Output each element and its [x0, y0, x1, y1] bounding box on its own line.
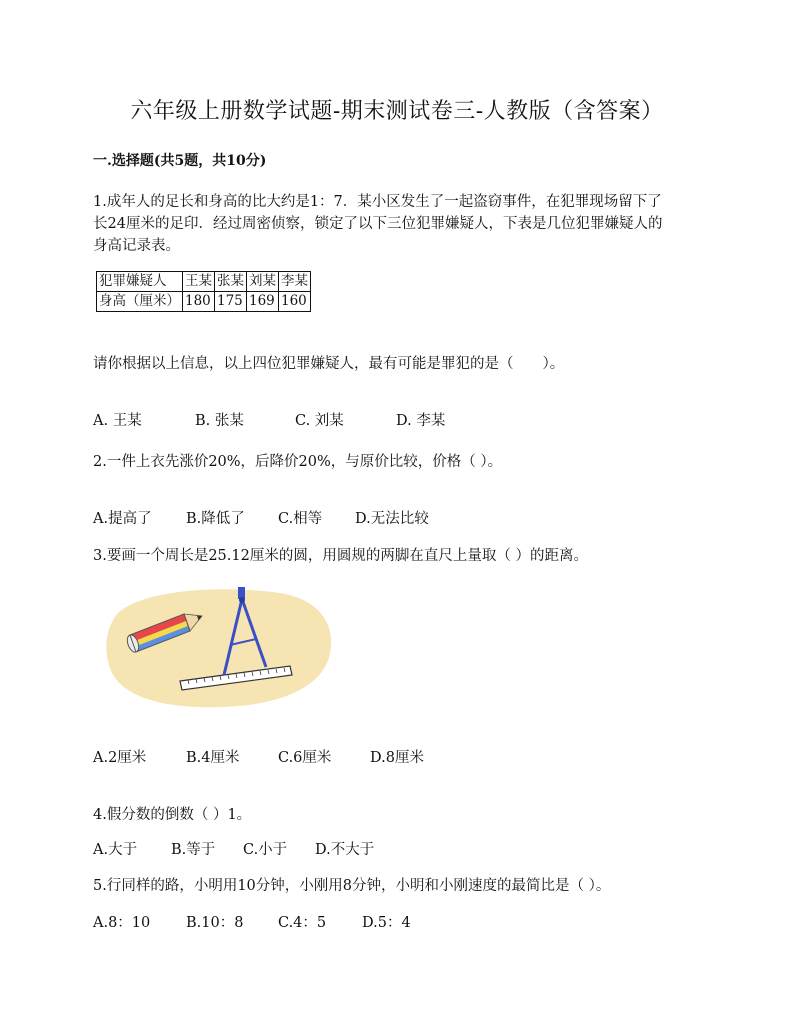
question-1-line-3: 身高记录表。: [93, 238, 180, 254]
question-2-text: 2.一件上衣先涨价20%，后降价20%，与原价比较，价格（ ）。: [93, 454, 503, 470]
table-cell: 169: [247, 292, 279, 312]
section-heading: 一.选择题(共5题，共10分): [93, 153, 267, 169]
option-a[interactable]: A. 王某: [93, 413, 142, 429]
question-3-text: 3.要画一个周长是25.12厘米的圆，用圆规的两脚在直尺上量取（ ）的距离。: [93, 548, 588, 564]
option-c[interactable]: C.小于: [243, 842, 288, 858]
table-row-label: 身高（厘米）: [97, 292, 183, 312]
table-header-cell: 犯罪嫌疑人: [97, 272, 183, 292]
table-header-cell: 李某: [279, 272, 311, 292]
option-c[interactable]: C.6厘米: [278, 750, 332, 766]
option-a[interactable]: A.提高了: [93, 511, 152, 527]
option-b[interactable]: B. 张某: [195, 413, 244, 429]
page-title: 六年级上册数学试题-期末测试卷三-人教版（含答案）: [130, 99, 664, 124]
table-row: [97, 292, 311, 312]
option-d[interactable]: D.无法比较: [355, 511, 429, 527]
question-5-text: 5.行同样的路，小明用10分钟，小刚用8分钟，小明和小刚速度的最简比是（ ）。: [93, 878, 611, 894]
question-1-prompt: 请你根据以上信息，以上四位犯罪嫌疑人，最有可能是罪犯的是（ ）。: [93, 356, 565, 372]
suspect-height-table: [96, 271, 311, 312]
compass-ruler-illustration: [104, 583, 336, 711]
table-cell: 160: [279, 292, 311, 312]
option-b[interactable]: B.降低了: [186, 511, 245, 527]
option-b[interactable]: B.10：8: [186, 915, 244, 931]
option-b[interactable]: B.等于: [171, 842, 216, 858]
table-header-row: [97, 272, 311, 292]
table-cell: 175: [215, 292, 247, 312]
option-a[interactable]: A.2厘米: [93, 750, 147, 766]
question-1-line-1: 1.成年人的足长和身高的比大约是1：7．某小区发生了一起盗窃事件，在犯罪现场留下了: [93, 194, 662, 210]
option-d[interactable]: D.5：4: [362, 915, 411, 931]
table-header-cell: 王某: [183, 272, 215, 292]
option-d[interactable]: D.不大于: [315, 842, 375, 858]
option-a[interactable]: A.8：10: [93, 915, 151, 931]
option-d[interactable]: D.8厘米: [370, 750, 424, 766]
table-header-cell: 刘某: [247, 272, 279, 292]
option-c[interactable]: C. 刘某: [295, 413, 344, 429]
option-a[interactable]: A.大于: [93, 842, 138, 858]
table-cell: 180: [183, 292, 215, 312]
option-b[interactable]: B.4厘米: [186, 750, 240, 766]
question-4-text: 4.假分数的倒数（ ）1。: [93, 807, 252, 823]
option-d[interactable]: D. 李某: [396, 413, 446, 429]
option-c[interactable]: C.相等: [278, 511, 323, 527]
table-header-cell: 张某: [215, 272, 247, 292]
question-1-line-2: 长24厘米的足印．经过周密侦察，锁定了以下三位犯罪嫌疑人，下表是几位犯罪嫌疑人的: [93, 216, 663, 232]
option-c[interactable]: C.4：5: [278, 915, 327, 931]
